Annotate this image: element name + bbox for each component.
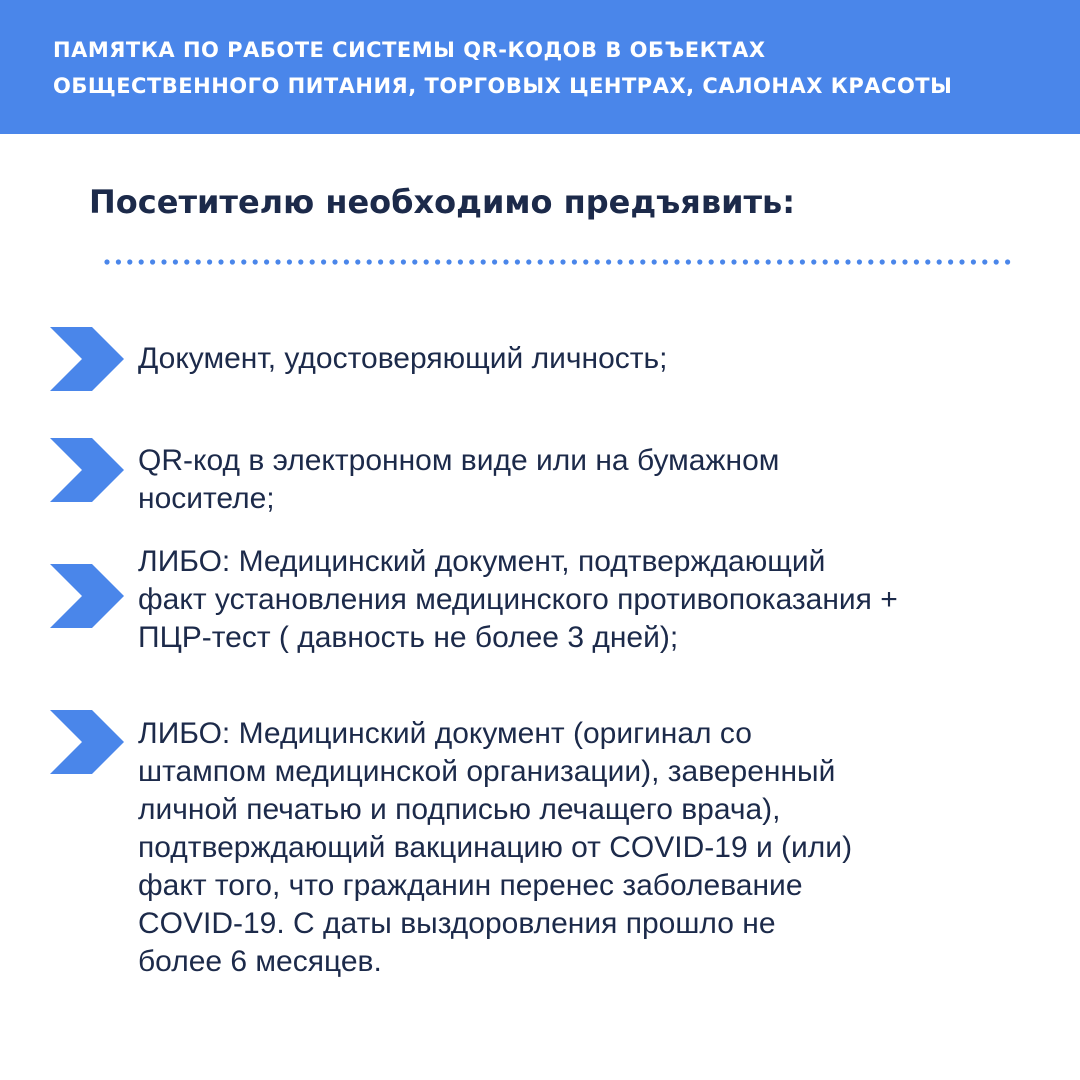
divider-dot (139, 259, 144, 264)
list-item-text: QR-код в электронном виде или на бумажном носителе; (138, 444, 780, 515)
divider-dot (606, 259, 611, 264)
divider-dot (617, 259, 622, 264)
divider-dot (971, 259, 976, 264)
divider-dot (298, 259, 303, 264)
divider-dot (1005, 259, 1010, 264)
divider-dot (424, 259, 429, 264)
divider-dot (583, 259, 588, 264)
divider-dot (332, 259, 337, 264)
divider-dot (834, 259, 839, 264)
divider-dot (150, 259, 155, 264)
divider-dot (663, 259, 668, 264)
divider-dot (218, 259, 223, 264)
divider-dot (652, 259, 657, 264)
divider-dot (344, 259, 349, 264)
divider-dot (401, 259, 406, 264)
chevron-right-icon (50, 327, 124, 391)
divider-dot (743, 259, 748, 264)
divider-dot (994, 259, 999, 264)
divider-dot (880, 259, 885, 264)
divider-dot (412, 259, 417, 264)
divider-dot (355, 259, 360, 264)
divider-dot (709, 259, 714, 264)
divider-dot (845, 259, 850, 264)
divider-dot (230, 259, 235, 264)
divider-dot (526, 259, 531, 264)
divider-dot (287, 259, 292, 264)
divider-dot (104, 259, 109, 264)
divider-dot (538, 259, 543, 264)
divider-dot (674, 259, 679, 264)
divider-dot (492, 259, 497, 264)
list-item-text: ЛИБО: Медицинский документ, подтверждающий факт установления медицинского противопоказания + ПЦР-тест ( давность не более 3 дней); (138, 545, 898, 654)
chevron-right-icon (50, 710, 124, 774)
divider-dot (549, 259, 554, 264)
divider-dot (731, 259, 736, 264)
divider-dot (161, 259, 166, 264)
chevron-right-icon (50, 438, 124, 502)
divider-dot (469, 259, 474, 264)
divider-dot (891, 259, 896, 264)
divider-dot (640, 259, 645, 264)
divider-dot (868, 259, 873, 264)
divider-dot (937, 259, 942, 264)
header-banner (0, 0, 1080, 134)
divider-dot (777, 259, 782, 264)
divider-dot (697, 259, 702, 264)
list-item-text: Документ, удостоверяющий личность; (138, 342, 668, 375)
divider-dot (629, 259, 634, 264)
chevron-right-icon (50, 564, 124, 628)
divider-dot (515, 259, 520, 264)
divider-dot (481, 259, 486, 264)
divider-dot (959, 259, 964, 264)
header-title-line-1: ПАМЯТКА ПО РАБОТЕ СИСТЕМЫ QR-КОДОВ В ОБЪЕКТАХ (53, 38, 766, 62)
divider-dot (264, 259, 269, 264)
divider-dot (982, 259, 987, 264)
divider-dot (253, 259, 258, 264)
divider-dot (572, 259, 577, 264)
divider-dot (811, 259, 816, 264)
divider-dot (686, 259, 691, 264)
divider-dot (275, 259, 280, 264)
divider-dot (446, 259, 451, 264)
divider-dot (857, 259, 862, 264)
divider-dot (241, 259, 246, 264)
divider-dot (925, 259, 930, 264)
divider-dot (458, 259, 463, 264)
header-title-line-2: ОБЩЕСТВЕННОГО ПИТАНИЯ, ТОРГОВЫХ ЦЕНТРАХ, САЛОНАХ КРАСОТЫ (53, 74, 953, 98)
divider-dot (173, 259, 178, 264)
divider-dot (503, 259, 508, 264)
divider-dot (720, 259, 725, 264)
divider-dot (367, 259, 372, 264)
divider-dot (788, 259, 793, 264)
divider-dot (184, 259, 189, 264)
divider-dot (116, 259, 121, 264)
divider-dot (196, 259, 201, 264)
divider-dot (823, 259, 828, 264)
divider-dot (595, 259, 600, 264)
divider-dot (754, 259, 759, 264)
divider-dot (435, 259, 440, 264)
divider-dot (914, 259, 919, 264)
divider-dot (207, 259, 212, 264)
divider-dot (389, 259, 394, 264)
divider-dot (378, 259, 383, 264)
divider-dot (560, 259, 565, 264)
divider-dot (127, 259, 132, 264)
section-subtitle: Посетителю необходимо предъявить: (89, 183, 796, 221)
divider-dot (800, 259, 805, 264)
divider-dot (321, 259, 326, 264)
divider-dot (310, 259, 315, 264)
dotted-divider (104, 257, 1016, 267)
divider-dot (948, 259, 953, 264)
list-item-text: ЛИБО: Медицинский документ (оригинал со штампом медицинской организации), заверенный личной печатью и подписью лечащего врача), подтверждающий вакцинацию от COVID-19 и (или) факт того, что гражданин перенес заболевание COVID-19. С даты выздоровления прошло не более 6 месяцев. (138, 717, 853, 978)
divider-dot (766, 259, 771, 264)
divider-dot (902, 259, 907, 264)
